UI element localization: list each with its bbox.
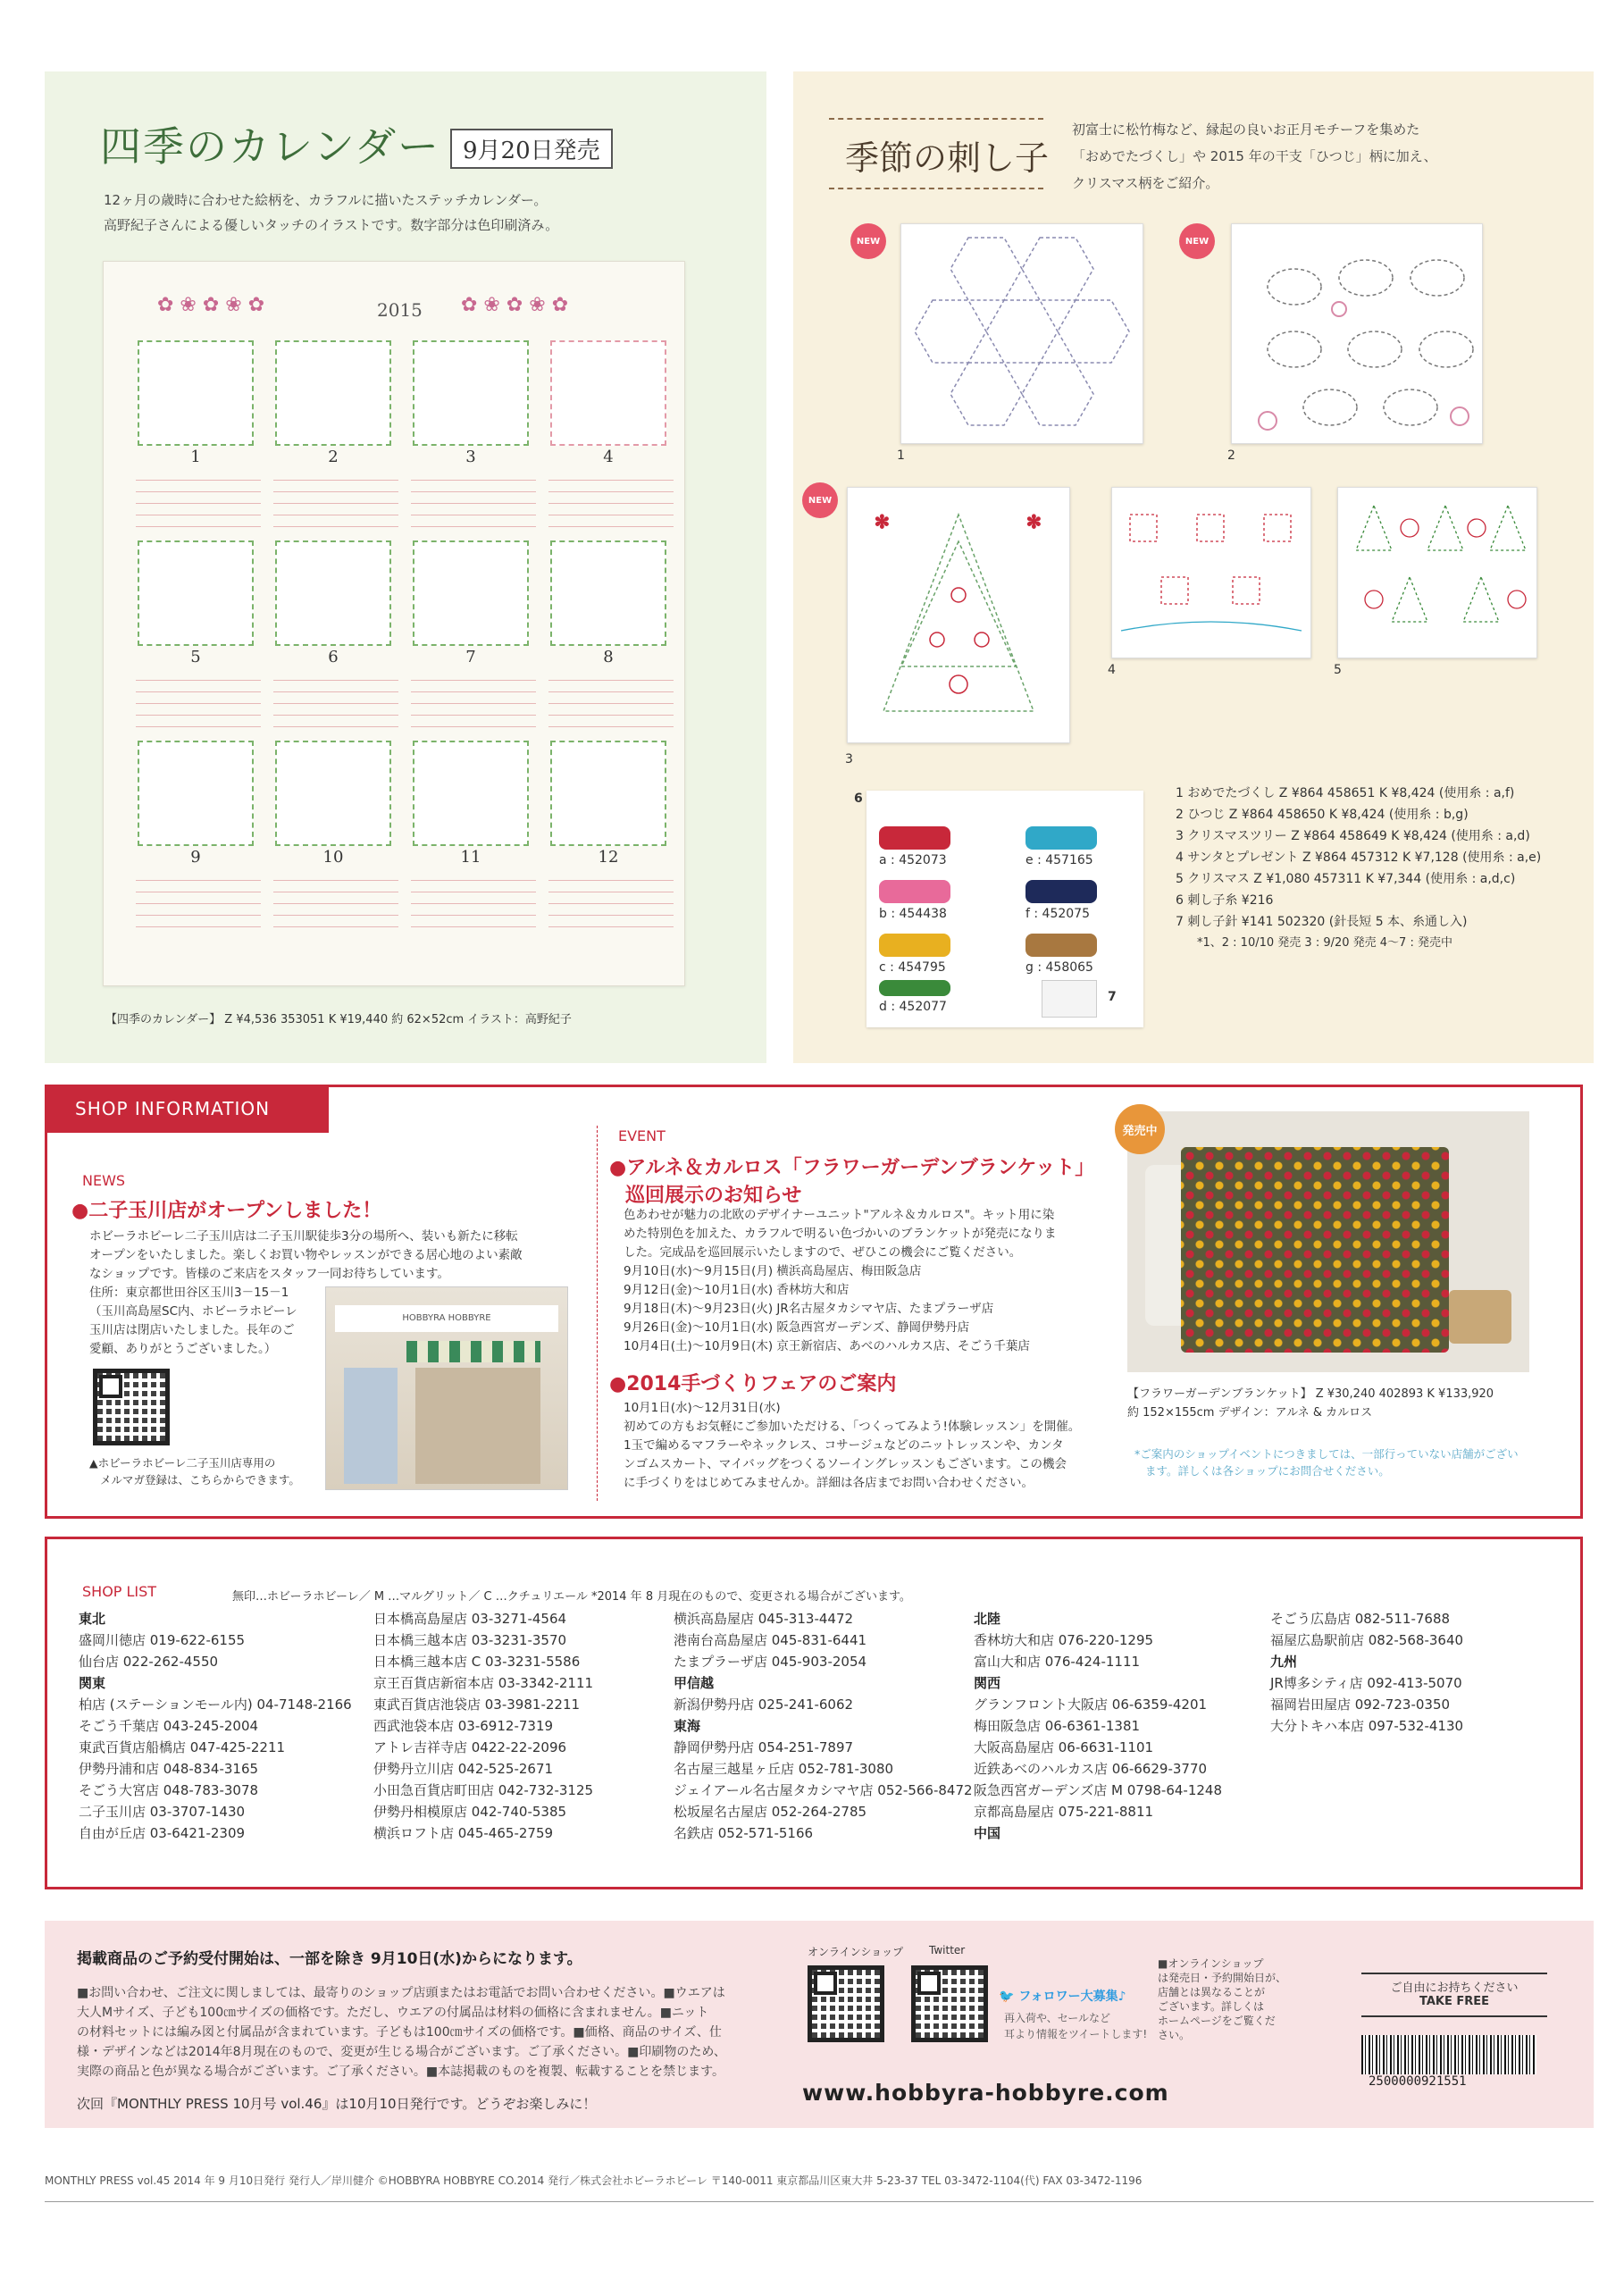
month-grid — [273, 669, 398, 732]
notice-line: の材料セットには編み図と付属品が含まれています。子どもは100㎝サイズの価格です。■価格、商品のサイズ、仕 — [77, 2025, 722, 2040]
sashiko-sheet-3 — [847, 487, 1070, 743]
product-line: 2 ひつじ Z ¥864 458650 K ¥8,424 (使用糸 : b,g) — [1176, 808, 1469, 822]
shop-entry: 二子玉川店 03-3707-1430 — [79, 1804, 246, 1820]
store-window — [415, 1368, 540, 1484]
shop-entry: 自由が丘店 03-6421-2309 — [79, 1825, 246, 1841]
shop-entry: 伊勢丹相模原店 042-740-5385 — [373, 1804, 567, 1820]
shop-entry: 伊勢丹立川店 042-525-2671 — [373, 1761, 554, 1777]
online-shop-note — [1158, 1956, 1286, 2042]
thread-label: g : 458065 — [1025, 960, 1093, 975]
month-number: 7 — [465, 648, 476, 666]
calendar-motif — [275, 741, 391, 846]
sashiko-sheet-4 — [1111, 487, 1311, 658]
shop-entry: 大阪高島屋店 06-6631-1101 — [974, 1739, 1154, 1755]
sheet-number: 5 — [1334, 663, 1342, 677]
month-grid — [136, 669, 261, 732]
blanket — [1181, 1147, 1449, 1353]
qr-note — [89, 1454, 300, 1488]
thread-skein-f — [1025, 880, 1097, 903]
shop-entry: 富山大和店 076-424-1111 — [974, 1654, 1141, 1670]
news-label: NEWS — [82, 1172, 126, 1189]
shop-list-col-5 — [1270, 1608, 1463, 1737]
shop-entry: そごう広島店 082-511-7688 — [1270, 1611, 1451, 1627]
month-grid — [548, 469, 674, 532]
shop-entry: 日本橋三越本店 03-3231-3570 — [373, 1632, 567, 1648]
event-line: 色あわせが魅力の北欧のデザイナーユニット"アルネ＆カルロス"。キット用に染 — [624, 1208, 1055, 1222]
blanket-caption-line: 約 152×155cm デザイン：アルネ & カルロス — [1127, 1406, 1373, 1420]
shop-entry: 日本橋三越本店 C 03-3231-5586 — [373, 1654, 581, 1670]
new-badge: NEW — [850, 223, 886, 259]
event-line: 9月12日(金)〜10月1日(水) 香林坊大和店 — [624, 1283, 850, 1297]
event-label: EVENT — [618, 1127, 666, 1144]
christmas-tree-pattern — [848, 488, 1069, 742]
region-heading: 中国 — [974, 1825, 1001, 1841]
shop-entry: 近鉄あべのハルカス店 06-6629-3770 — [974, 1761, 1208, 1777]
month-grid — [411, 869, 536, 932]
notice-line: 大人Mサイズ、子ども100㎝サイズの価格です。ただし、ウエアの付属品は材料の価格に含まれません。■ニット — [77, 2006, 709, 2020]
store-sign: HOBBYRA HOBBYRE — [335, 1305, 558, 1332]
calendar-intro-line: 高野紀子さんによる優しいタッチのイラストです。数字部分は色印刷済み。 — [104, 217, 559, 233]
event-headline-line: ●アルネ＆カルロス「フラワーガーデンブランケット」 — [609, 1157, 1095, 1179]
event-line: めた特別色を加えた、カラフルで明るい色づかいのブランケットが発売になりま — [624, 1227, 1057, 1241]
section-divider — [597, 1126, 598, 1501]
news-line: （玉川高島屋SC内、ホビーラホビーレ — [89, 1304, 297, 1319]
calendar-motif — [138, 340, 254, 446]
footer-rule — [45, 2201, 1594, 2202]
event-headline-line: 巡回展示のお知らせ — [625, 1185, 802, 1207]
sashiko-intro — [1072, 116, 1437, 197]
product-line: 4 サンタとプレゼント Z ¥864 457312 K ¥7,128 (使用糸 : a,e) — [1176, 850, 1542, 865]
flower-motif-right: ✿ ❀ ✿ ❀ ✿ — [461, 294, 569, 316]
notice-line: 実際の商品と色が異なる場合がございます。ご了承ください。■本誌掲載のものを複製、転載することを禁じます。 — [77, 2065, 724, 2079]
blanket-note-line: *ご案内のショップイベントにつきましては、一部行っていない店舗がござい — [1134, 1447, 1519, 1461]
thread-label: b : 454438 — [879, 907, 947, 921]
fair-headline: ●2014手づくりフェアのご案内 — [609, 1373, 897, 1395]
new-badge: NEW — [802, 482, 838, 518]
region-heading: 北陸 — [974, 1611, 1001, 1627]
month-number: 6 — [328, 648, 339, 666]
month-number: 1 — [190, 448, 201, 466]
product-line: 5 クリスマス Z ¥1,080 457311 K ¥7,344 (使用糸 : a,d,c) — [1176, 872, 1516, 886]
sheet-number: 6 — [854, 792, 863, 806]
new-badge: NEW — [1179, 223, 1215, 259]
basket — [1449, 1290, 1511, 1344]
store-awning — [406, 1341, 540, 1362]
blanket-note-line: ます。詳しくは各ショップにお問合せください。 — [1145, 1464, 1390, 1478]
blanket-caption-line: 【フラワーガーデンブランケット】 Z ¥30,240 402893 K ¥133,920 — [1127, 1387, 1494, 1401]
month-grid — [548, 869, 674, 932]
footer-imprint: MONTHLY PRESS vol.45 2014 年 9 月10日発行 発行人／岸川健介 ©HOBBYRA HOBBYRE CO.2014 発行／株式会社ホビーラホビーレ 〒140-0011 東京都品川区東大井 5-23-37 TEL 03-3472-1104(代) FAX 03-3472-1196 — [45, 2174, 1143, 2187]
shop-entry: 松坂屋名古屋店 052-264-2785 — [674, 1804, 867, 1820]
shop-entry: ジェイアール名古屋タカシマヤ店 052-566-8472 — [674, 1782, 973, 1798]
shop-entry: 小田急百貨店町田店 042-732-3125 — [373, 1782, 594, 1798]
sashiko-product-list — [1176, 783, 1541, 954]
next-issue: 次回『MONTHLY PRESS 10月号 vol.46』は10月10日発行です。どうぞお楽しみに！ — [77, 2096, 597, 2112]
month-grid — [136, 869, 261, 932]
region-heading: 関西 — [974, 1675, 1001, 1691]
blanket-note — [1134, 1445, 1519, 1479]
fair-line: 1玉で編めるマフラーやネックレス、コサージュなどのニットレッスンや、カンタ — [624, 1438, 1064, 1453]
online-shop-qr-code[interactable] — [808, 1965, 884, 2042]
month-number: 12 — [598, 848, 619, 867]
month-number: 8 — [603, 648, 614, 666]
calendar-motif — [275, 540, 391, 646]
calendar-motif — [413, 741, 529, 846]
santa-present-pattern — [1112, 488, 1310, 658]
sheet-number: 1 — [897, 448, 905, 463]
on-sale-badge: 発売中 — [1115, 1104, 1165, 1154]
online-note-line: ホームページをご覧くだ — [1158, 2015, 1276, 2027]
shop-entry: 福屋広島駅前店 082-568-3640 — [1270, 1632, 1464, 1648]
calendar-title: 四季のカレンダー — [100, 122, 441, 171]
online-note-line: ございます。詳しくは — [1158, 2000, 1265, 2013]
shop-entry: 西武池袋本店 03-6912-7319 — [373, 1718, 554, 1734]
fair-line: 初めての方もお気軽にご参加いただける、「つくってみよう!体験レッスン」を開催。 — [624, 1420, 1081, 1434]
shop-entry: 京都高島屋店 075-221-8811 — [974, 1804, 1154, 1820]
fair-line: ンゴムスカート、マイバッグをつくるソーイングレッスンもございます。この機会 — [624, 1457, 1067, 1471]
month-grid — [273, 869, 398, 932]
month-grid — [548, 669, 674, 732]
sheet-number: 4 — [1108, 663, 1116, 677]
shop-entry: たまプラーザ店 045-903-2054 — [674, 1654, 867, 1670]
thread-skein-g — [1025, 934, 1097, 957]
calendar-intro-line: 12ヶ月の歳時に合わせた絵柄を、カラフルに描いたステッチカレンダー。 — [104, 192, 548, 208]
shop-info-tab: SHOP INFORMATION — [45, 1085, 329, 1133]
shop-entry: 名鉄店 052-571-5166 — [674, 1825, 814, 1841]
flower-motif-left: ✿ ❀ ✿ ❀ ✿ — [157, 294, 265, 316]
thread-skein-c — [879, 934, 950, 957]
svg-text:✻: ✻ — [875, 511, 890, 532]
month-number: 11 — [460, 848, 481, 867]
twitter-follow-text: フォロワー大募集♪ — [1018, 1990, 1126, 2004]
shop-entry: 香林坊大和店 076-220-1295 — [974, 1632, 1154, 1648]
calendar-caption: 【四季のカレンダー】 Z ¥4,536 353051 K ¥19,440 約 62×52cm イラスト：高野紀子 — [105, 1013, 572, 1026]
calendar-motif — [138, 540, 254, 646]
thread-label: f : 452075 — [1025, 907, 1090, 921]
online-note-line: は発売日・予約開始日が、 — [1158, 1972, 1287, 1984]
thread-skein-a — [879, 826, 950, 850]
online-note-line: さい。 — [1158, 2029, 1191, 2041]
website-link[interactable]: www.hobbyra-hobbyre.com — [802, 2080, 1169, 2106]
calendar-sheet — [103, 261, 685, 986]
twitter-qr-code[interactable] — [911, 1965, 988, 2042]
event-line: 9月10日(水)〜9月15日(月) 横浜高島屋店、梅田阪急店 — [624, 1264, 922, 1278]
shop-entry: 大分トキハ本店 097-532-4130 — [1270, 1718, 1464, 1734]
thread-skein-d — [879, 980, 950, 996]
shop-entry: 横浜高島屋店 045-313-4472 — [674, 1611, 854, 1627]
month-grid — [273, 469, 398, 532]
shop-entry: 新潟伊勢丹店 025-241-6062 — [674, 1696, 854, 1713]
shop-entry: 盛岡川徳店 019-622-6155 — [79, 1632, 246, 1648]
event-line: 9月18日(木)〜9月23日(火) JR名古屋タカシマヤ店、たまプラーザ店 — [624, 1302, 994, 1316]
thread-label: e : 457165 — [1025, 853, 1093, 867]
shop-entry: 港南台高島屋店 045-831-6441 — [674, 1632, 867, 1648]
store-window — [344, 1368, 398, 1484]
thread-label: c : 454795 — [879, 960, 946, 975]
calendar-motif — [550, 741, 666, 846]
region-heading: 関東 — [79, 1675, 106, 1691]
calendar-release-badge: 9月20日発売 — [450, 129, 613, 169]
sheet-number: 2 — [1227, 448, 1235, 463]
blanket-photo — [1127, 1111, 1529, 1372]
online-shop-label: オンラインショップ — [808, 1946, 904, 1958]
shop-entry: 阪急西宮ガーデンズ店 M 0798-64-1248 — [974, 1782, 1222, 1798]
online-note-line: ■オンラインショップ — [1158, 1957, 1264, 1970]
shop-entry: JR博多シティ店 092-413-5070 — [1270, 1675, 1462, 1691]
product-line: 6 刺し子糸 ¥216 — [1176, 893, 1274, 908]
sheet-number: 7 — [1108, 990, 1117, 1004]
shop-entry: 柏店 (ステーションモール内) 04-7148-2166 — [79, 1696, 352, 1713]
news-headline: ●二子玉川店がオープンしました！ — [71, 1200, 382, 1222]
shop-entry: 福岡岩田屋店 092-723-0350 — [1270, 1696, 1451, 1713]
twitter-bird-icon: 🐦 — [999, 1990, 1015, 2004]
christmas-pattern — [1338, 488, 1536, 658]
sashiko-intro-line: 初富士に松竹梅など、縁起の良いお正月モチーフを集めた — [1072, 121, 1420, 138]
fair-body — [624, 1399, 1124, 1493]
calendar-motif — [138, 741, 254, 846]
shop-list-col-4 — [974, 1608, 1222, 1844]
month-number: 4 — [603, 448, 614, 466]
needle-pack — [1042, 980, 1097, 1018]
barcode — [1361, 2035, 1536, 2074]
sheet-number: 3 — [845, 752, 853, 767]
shop-entry: そごう大宮店 048-783-3078 — [79, 1782, 259, 1798]
shop-list-label: SHOP LIST — [82, 1583, 157, 1600]
sashiko-sheet-5 — [1337, 487, 1537, 658]
shop-entry: そごう千葉店 043-245-2004 — [79, 1718, 259, 1734]
month-grid — [136, 469, 261, 532]
shop-entry: アトレ吉祥寺店 0422-22-2096 — [373, 1739, 567, 1755]
thread-skein-e — [1025, 826, 1097, 850]
calendar-year: 2015 — [377, 299, 423, 321]
shop-list-col-3 — [674, 1608, 973, 1844]
shop-entry: 伊勢丹浦和店 048-834-3165 — [79, 1761, 259, 1777]
month-number: 2 — [328, 448, 339, 466]
sheep-pattern — [1232, 224, 1482, 443]
barcode-number: 2500000921551 — [1369, 2074, 1467, 2089]
shop-entry: 東武百貨店船橋店 047-425-2211 — [79, 1739, 286, 1755]
shop-entry: 静岡伊勢丹店 054-251-7897 — [674, 1739, 854, 1755]
twitter-follow[interactable] — [999, 1987, 1126, 2005]
month-grid — [411, 669, 536, 732]
thread-skein-b — [879, 880, 950, 903]
fair-line: 10月1日(水)〜12月31日(水) — [624, 1401, 781, 1415]
twitter-label: Twitter — [929, 1944, 966, 1956]
product-line: *1、2 : 10/10 発売 3 : 9/20 発売 4〜7 : 発売中 — [1197, 936, 1452, 950]
shop-entry: 名古屋三越星ヶ丘店 052-781-3080 — [674, 1761, 894, 1777]
notice-line: 様・デザインなどは2014年8月現在のもので、変更が生じる場合がございます。ご了承ください。■印刷物のため、 — [77, 2045, 726, 2059]
news-line: オープンをいたしました。楽しくお買い物やレッスンができる居心地のよい素敵 — [89, 1248, 523, 1262]
event-body — [624, 1206, 1124, 1356]
sashiko-intro-line: 「おめでたづくし」や 2015 年の干支「ひつじ」柄に加え、 — [1072, 148, 1437, 164]
notice-body — [77, 1983, 774, 2082]
notice-headline: 掲載商品のご予約受付開始は、一部を除き 9月10日(水)からになります。 — [77, 1950, 582, 1968]
shop-list-col-2 — [373, 1608, 593, 1844]
qr-note-line: メルマガ登録は、こちらからできます。 — [100, 1473, 300, 1487]
news-line: 住所：東京都世田谷区玉川3－15－1 — [89, 1286, 289, 1300]
month-number: 10 — [322, 848, 344, 867]
shop-entry: 東武百貨店池袋店 03-3981-2211 — [373, 1696, 581, 1713]
month-number: 5 — [190, 648, 201, 666]
fair-line: に手づくりをはじめてみませんか。詳細は各店までお問い合わせください。 — [624, 1476, 1034, 1490]
region-heading: 東北 — [79, 1611, 106, 1627]
qr-note-line: ▲ホビーラホビーレ二子玉川店専用の — [89, 1456, 276, 1470]
svg-text:✻: ✻ — [1026, 511, 1042, 532]
news-line: ホビーラホビーレ二子玉川店は二子玉川駅徒歩3分の場所へ、装いも新たに移転 — [89, 1229, 518, 1244]
calendar-motif — [413, 540, 529, 646]
news-line: 愛顧、ありがとうございました。） — [89, 1342, 277, 1356]
month-grid — [411, 469, 536, 532]
calendar-motif — [275, 340, 391, 446]
news-qr-code[interactable] — [93, 1369, 170, 1445]
sashiko-sheet-1 — [900, 223, 1143, 444]
sashiko-title: 季節の刺し子 — [845, 138, 1050, 178]
sashiko-sheet-2 — [1231, 223, 1483, 444]
product-line: 7 刺し子針 ¥141 502320 (針長短 5 本、糸通し入) — [1176, 915, 1468, 929]
calendar-motif — [413, 340, 529, 446]
calendar-motif — [550, 340, 666, 446]
month-number: 9 — [190, 848, 201, 867]
region-heading: 甲信越 — [674, 1675, 715, 1691]
event-line: した。完成品を巡回展示いたしますので、ぜひこの機会にご覧ください。 — [624, 1245, 1022, 1260]
calendar-motif — [550, 540, 666, 646]
shop-entry: 日本橋高島屋店 03-3271-4564 — [373, 1611, 567, 1627]
twitter-note-line: 再入荷や、セールなど — [1004, 2012, 1111, 2024]
calendar-intro — [104, 188, 558, 238]
region-heading: 東海 — [674, 1718, 701, 1734]
storefront-photo — [325, 1286, 568, 1490]
thread-label: d : 452077 — [879, 1000, 947, 1014]
hexagon-pattern — [901, 224, 1143, 443]
take-free-box — [1361, 1973, 1547, 2017]
online-note-line: 店舗とは異なることが — [1158, 1986, 1266, 1998]
product-line: 1 おめでたづくし Z ¥864 458651 K ¥8,424 (使用糸 : a,f) — [1176, 786, 1515, 800]
thread-card — [866, 791, 1143, 1027]
shop-list-col-1 — [79, 1608, 352, 1844]
shop-list-legend: 無印…ホビーラホビーレ／ M …マルグリット／ C …クチュリエール *2014 年 8 月現在のもので、変更される場合がございます。 — [232, 1590, 911, 1604]
shop-entry: 横浜ロフト店 045-465-2759 — [373, 1825, 554, 1841]
twitter-note — [1004, 2010, 1147, 2042]
blanket-caption — [1127, 1385, 1494, 1422]
news-line: 玉川店は閉店いたしました。長年のご — [89, 1323, 295, 1337]
shop-entry: 京王百貨店新宿本店 03-3342-2111 — [373, 1675, 594, 1691]
thread-label: a : 452073 — [879, 853, 947, 867]
twitter-note-line: 耳より情報をツイートします! — [1004, 2028, 1148, 2040]
take-free-line: TAKE FREE — [1419, 1995, 1490, 2008]
notice-line: ■お問い合わせ、ご注文に関しましては、最寄りのショップ店頭またはお電話でお問い合わせください。■ウエアは — [77, 1986, 725, 2000]
event-line: 10月4日(土)〜10月9日(木) 京王新宿店、あべのハルカス店、そごう千葉店 — [624, 1339, 1030, 1353]
shop-entry: グランフロント大阪店 06-6359-4201 — [974, 1696, 1208, 1713]
sashiko-intro-line: クリスマス柄をご紹介。 — [1072, 175, 1219, 191]
region-heading: 九州 — [1270, 1654, 1298, 1670]
shop-entry: 梅田阪急店 06-6361-1381 — [974, 1718, 1141, 1734]
event-headline — [609, 1152, 1094, 1208]
news-line: なショップです。皆様のご来店をスタッフ一同お待ちしています。 — [89, 1267, 449, 1281]
shop-entry: 仙台店 022-262-4550 — [79, 1654, 219, 1670]
take-free-line: ご自由にお持ちください — [1390, 1981, 1519, 1995]
event-line: 9月26日(金)〜10月1日(水) 阪急西宮ガーデンズ、静岡伊勢丹店 — [624, 1320, 970, 1335]
month-number: 3 — [465, 448, 476, 466]
product-line: 3 クリスマスツリー Z ¥864 458649 K ¥8,424 (使用糸 : a,d) — [1176, 829, 1530, 843]
